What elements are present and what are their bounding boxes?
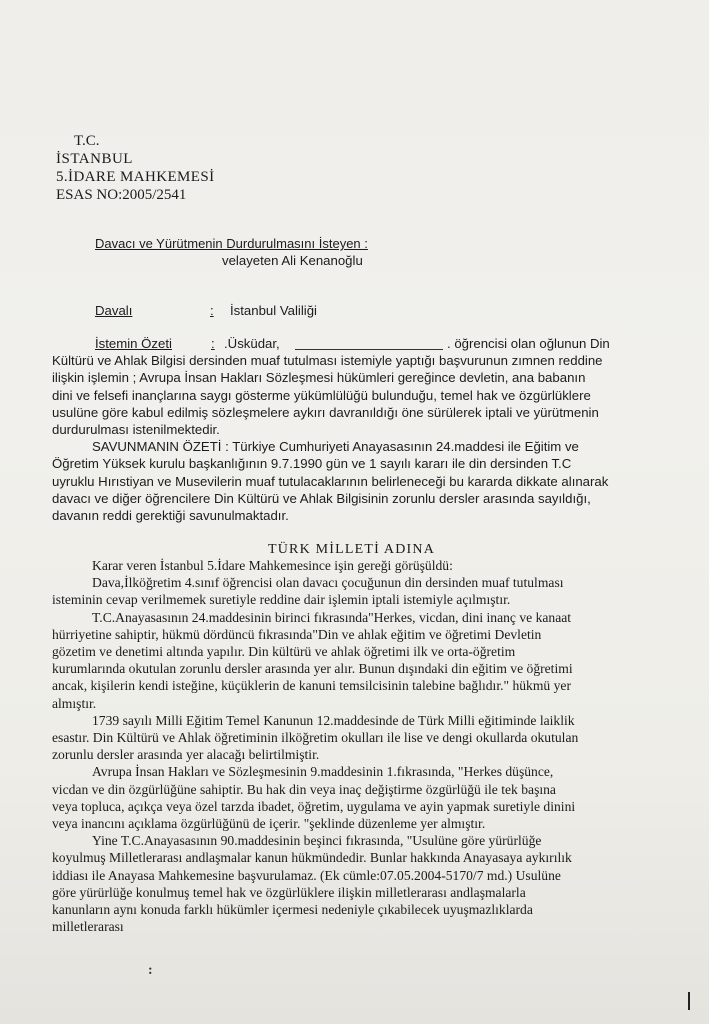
request-label: İstemin Özeti bbox=[95, 336, 172, 351]
decision-line: gözetim ve denetimi altında yapılır. Din kültürü ve ahlak öğretimi ilk ve orta-öğretim bbox=[52, 644, 516, 660]
decision-body bbox=[52, 557, 662, 935]
plaintiff-label: Davacı ve Yürütmenin Durdurulmasını İsteyen : bbox=[95, 236, 368, 251]
defense-line: davanın reddi gerektiği savunulmaktadır. bbox=[52, 508, 289, 524]
defendant-label: Davalı bbox=[95, 303, 133, 318]
header-court-name: 5.İDARE MAHKEMESİ bbox=[56, 169, 215, 185]
defendant-separator: : bbox=[210, 303, 214, 318]
defense-summary bbox=[52, 438, 662, 524]
header-case-number: ESAS NO:2005/2541 bbox=[56, 187, 187, 203]
decision-line: vicdan ve din özgürlüğüne sahiptir. Bu hak din veya inaç değiştirme özgürlüğü ile tek başına bbox=[52, 781, 556, 797]
redacted-blank-line bbox=[295, 349, 443, 350]
request-location: .Üsküdar, bbox=[224, 336, 280, 351]
page-edge-mark bbox=[688, 992, 690, 1010]
request-line: ilişkin işlemin ; Avrupa İnsan Hakları Sözleşmesi hükümleri gereğince devletin, ana babanın bbox=[52, 370, 586, 386]
decision-line: veya topluca, açıkça veya özel tarzda ibadet, öğretim, uygulama ve ayin yapmak suretiyle dinini bbox=[52, 798, 576, 814]
defense-line: SAVUNMANIN ÖZETİ : Türkiye Cumhuriyeti Anayasasının 24.maddesi ile Eğitim ve bbox=[92, 439, 579, 454]
request-line: durdurulması istenilmektedir. bbox=[52, 422, 220, 438]
request-line: dini ve felsefi inançlarına saygı gösterme yükümlülüğü bulunduğu, temel hak ve özgürlüklere bbox=[52, 387, 591, 403]
header-istanbul: İSTANBUL bbox=[56, 151, 133, 167]
defense-line: Öğretim Yüksek kurulu başkanlığının 9.7.1990 gün ve 1 sayılı kararı ile din dersinden T.C bbox=[52, 456, 572, 472]
decision-line: zorunlu dersler arasında yer alacağı belirtilmiştir. bbox=[52, 747, 320, 763]
decision-line: isteminin cevap verilmemek suretiyle reddine dair işlemin iptali istemiyle açılmıştır. bbox=[52, 592, 511, 608]
decision-line: koyulmuş Milletlerarası andlaşmalar kanun hükmündedir. Bunlar hakkında Anayasaya aykırılık bbox=[52, 850, 572, 866]
decision-line: almıştır. bbox=[52, 695, 97, 711]
decision-line: kurumlarında okutulan zorunlu dersler arasında yer alır. Bunun dışındaki din eğitim ve öğretimi bbox=[52, 661, 573, 677]
decision-line: Avrupa İnsan Hakları ve Sözleşmesinin 9.maddesinin 1.fıkrasında, "Herkes düşünce, bbox=[92, 764, 554, 780]
decision-line: göre yürürlüğe konulmuş temel hak ve özgürlüklere ilişkin milletlerarası andlaşmalarla bbox=[52, 884, 526, 900]
decision-line: T.C.Anayasasının 24.maddesinin birinci fıkrasında"Herkes, vicdan, dini inanç ve kanaat bbox=[92, 609, 572, 625]
decision-line: milletlerarası bbox=[52, 919, 124, 935]
decision-line: kanunların aynı konuda farklı hükümler içermesi nedeniyle çıkabilecek uyuşmazlıklarda bbox=[52, 902, 533, 918]
footer-mark: : bbox=[148, 963, 153, 978]
header-tc: T.C. bbox=[74, 133, 100, 149]
defendant-value: İstanbul Valiliği bbox=[230, 303, 317, 318]
request-separator: : bbox=[211, 336, 215, 351]
decision-line: veya inancını açıklama özgürlüğünü de içerir. "şeklinde düzenleme yer almıştır. bbox=[52, 816, 486, 832]
request-line: Kültürü ve Ahlak Bilgisi dersinden muaf tutulması istemiyle yaptığı başvurunun zımnen reddine bbox=[52, 353, 603, 368]
section-title: TÜRK MİLLETİ ADINA bbox=[268, 542, 436, 557]
decision-line: Dava,İlköğretim 4.sınıf öğrencisi olan davacı çocuğunun din dersinden muaf tutulması bbox=[92, 575, 564, 591]
defense-line: davacı ve diğer öğrencilere Din Kültürü ve Ahlak Bilgisinin zorunlu dersler arasında sayıldığı, bbox=[52, 490, 591, 506]
request-line: usulüne göre kabul edilmiş sözleşmelere aykırı davranıldığı öne sürülerek iptali ve yürütmenin bbox=[52, 404, 599, 420]
decision-line: ancak, kişilerin kendi isteğine, küçüklerin de kanuni temsilcisinin talebine bağlıdır." hükmü yer bbox=[52, 678, 571, 694]
decision-line: Yine T.C.Anayasasının 90.maddesinin beşinci fıkrasında, "Usulüne göre yürürlüğe bbox=[92, 833, 542, 849]
document-header bbox=[56, 132, 214, 204]
request-body bbox=[52, 352, 662, 438]
decision-line: hürriyetine sahiptir, hükmü dördüncü fıkrasında"Din ve ahlak eğitim ve öğretimi Devletin bbox=[52, 626, 542, 642]
decision-line: esastır. Din Kültürü ve Ahlak öğretiminin ilköğretim okulları ile lise ve dengi okullarda okutulan bbox=[52, 730, 579, 746]
plaintiff-value: velayeten Ali Kenanoğlu bbox=[222, 253, 363, 268]
decision-line: 1739 sayılı Milli Eğitim Temel Kanunun 12.maddesinde de Türk Milli eğitiminde laiklik bbox=[92, 712, 575, 728]
request-line1-end: . öğrencisi olan oğlunun Din bbox=[447, 336, 610, 351]
decision-line: Karar veren İstanbul 5.İdare Mahkemesince işin gereği görüşüldü: bbox=[92, 558, 453, 573]
decision-line: iddiası ile Anayasa Mahkemesine başvurulamaz. (Ek cümle:07.05.2004-5170/7 md.) Usulüne bbox=[52, 867, 561, 883]
defense-line: uyruklu Hırıstiyan ve Musevilerin muaf tutulacaklarının belirleneceği bu kararda dikkate alınarak bbox=[52, 473, 609, 489]
